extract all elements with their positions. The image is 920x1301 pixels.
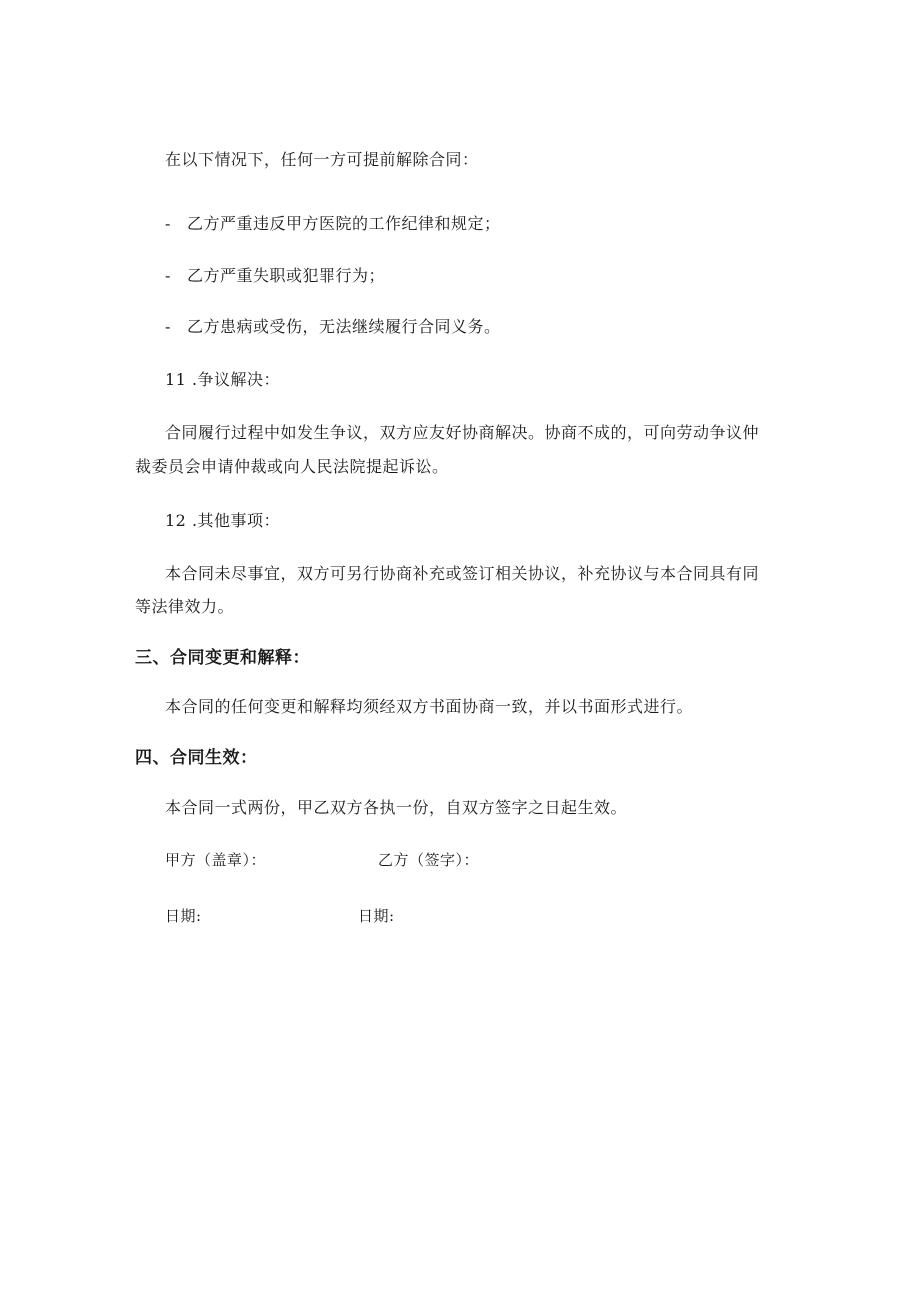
- bullet-dash: -: [165, 317, 171, 336]
- list-item: [165, 266, 385, 286]
- section-11-heading: 11 .争议解决：: [165, 370, 281, 389]
- section-12-heading: 12 .其他事项：: [165, 511, 281, 530]
- list-item: [165, 214, 501, 234]
- bullet-dash: -: [165, 266, 171, 285]
- list-item: [165, 317, 501, 337]
- party-a-date-label: 日期:: [165, 907, 202, 925]
- list-item-text: 乙方严重失职或犯罪行为；: [187, 266, 386, 285]
- part-3-paragraph: 本合同的任何变更和解释均须经双方书面协商一致，并以书面形式进行。: [165, 697, 694, 716]
- part-4-heading: 四、合同生效：: [135, 748, 258, 768]
- section-12-paragraph-line-2: 等法律效力。: [135, 597, 235, 616]
- termination-intro: 在以下情况下，任何一方可提前解除合同：: [165, 150, 479, 169]
- part-4-paragraph: 本合同一式两份，甲乙双方各执一份，自双方签字之日起生效。: [165, 798, 628, 817]
- party-b-signature-label: 乙方（签字）：: [378, 851, 480, 869]
- bullet-dash: -: [165, 214, 171, 233]
- party-a-signature-label: 甲方（盖章）：: [165, 851, 267, 869]
- section-11-paragraph-line-2: 裁委员会申请仲裁或向人民法院提起诉讼。: [135, 457, 449, 476]
- list-item-text: 乙方严重违反甲方医院的工作纪律和规定；: [187, 214, 501, 233]
- party-b-date-label: 日期:: [358, 907, 395, 925]
- part-3-heading: 三、合同变更和解释：: [135, 648, 310, 668]
- list-item-text: 乙方患病或受伤，无法继续履行合同义务。: [187, 317, 501, 336]
- section-12-paragraph-line-1: 本合同未尽事宜，双方可另行协商补充或签订相关协议，补充协议与本合同具有同: [165, 564, 760, 583]
- section-11-paragraph-line-1: 合同履行过程中如发生争议，双方应友好协商解决。协商不成的，可向劳动争议仲: [165, 423, 760, 442]
